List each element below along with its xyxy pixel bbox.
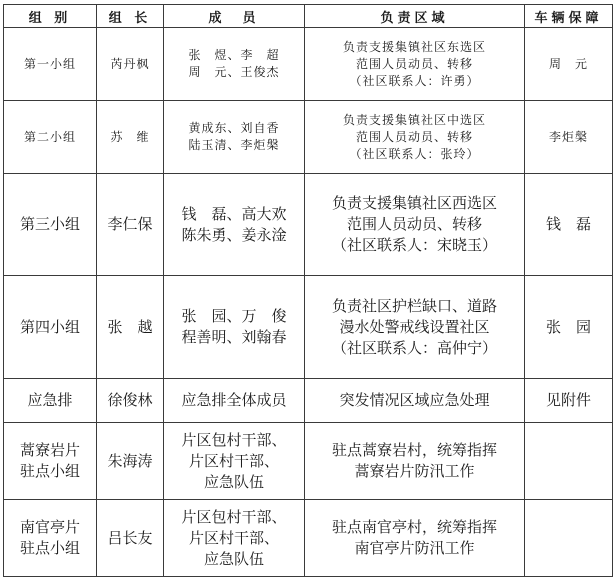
leader-cell: 朱海涛 <box>97 423 164 500</box>
header-area: 负责区域 <box>305 5 525 28</box>
table-header-row <box>4 5 613 28</box>
table-row <box>4 423 613 500</box>
vehicle-cell: 张 园 <box>525 276 613 379</box>
area-cell: 负责支援集镇社区中选区 范围人员动员、转移 （社区联系人：张玲） <box>305 101 525 174</box>
members-cell: 片区包村干部、 片区村干部、 应急队伍 <box>164 423 305 500</box>
group-cell: 应急排 <box>4 379 97 423</box>
leader-cell: 李仁保 <box>97 174 164 276</box>
leader-cell: 芮丹枫 <box>97 28 164 101</box>
leader-cell: 吕长友 <box>97 500 164 577</box>
group-cell: 第三小组 <box>4 174 97 276</box>
table-row <box>4 174 613 276</box>
vehicle-cell: 李炬槃 <box>525 101 613 174</box>
table-row <box>4 101 613 174</box>
table-row <box>4 28 613 101</box>
vehicle-cell: 钱 磊 <box>525 174 613 276</box>
leader-cell: 张 越 <box>97 276 164 379</box>
group-cell: 第二小组 <box>4 101 97 174</box>
header-group: 组 别 <box>4 5 97 28</box>
header-members: 成 员 <box>164 5 305 28</box>
leader-cell: 徐俊林 <box>97 379 164 423</box>
duty-assignment-table <box>3 4 613 577</box>
members-cell: 张 煜、李 超 周 元、王俊杰 <box>164 28 305 101</box>
group-cell: 蒿寮岩片 驻点小组 <box>4 423 97 500</box>
header-leader: 组 长 <box>97 5 164 28</box>
members-cell: 黄成东、刘自香 陆玉清、李炬槃 <box>164 101 305 174</box>
group-cell: 第一小组 <box>4 28 97 101</box>
area-cell: 负责支援集镇社区东选区 范围人员动员、转移 （社区联系人：许勇） <box>305 28 525 101</box>
area-cell: 负责社区护栏缺口、道路 漫水处警戒线设置社区 （社区联系人：高仲宁） <box>305 276 525 379</box>
vehicle-cell: 见附件 <box>525 379 613 423</box>
vehicle-cell: 周 元 <box>525 28 613 101</box>
group-cell: 第四小组 <box>4 276 97 379</box>
members-cell: 应急排全体成员 <box>164 379 305 423</box>
table-row <box>4 379 613 423</box>
group-cell: 南官亭片 驻点小组 <box>4 500 97 577</box>
table-row <box>4 500 613 577</box>
vehicle-cell <box>525 423 613 500</box>
vehicle-cell <box>525 500 613 577</box>
leader-cell: 苏 维 <box>97 101 164 174</box>
table-row <box>4 276 613 379</box>
members-cell: 钱 磊、高大欢 陈朱勇、姜永淦 <box>164 174 305 276</box>
members-cell: 片区包村干部、 片区村干部、 应急队伍 <box>164 500 305 577</box>
area-cell: 负责支援集镇社区西选区 范围人员动员、转移 （社区联系人：宋晓玉） <box>305 174 525 276</box>
members-cell: 张 园、万 俊 程善明、刘翰春 <box>164 276 305 379</box>
header-vehicle: 车辆保障 <box>525 5 613 28</box>
area-cell: 驻点南官亭村，统筹指挥 南官亭片防汛工作 <box>305 500 525 577</box>
area-cell: 驻点蒿寮岩村，统筹指挥 蒿寮岩片防汛工作 <box>305 423 525 500</box>
area-cell: 突发情况区域应急处理 <box>305 379 525 423</box>
